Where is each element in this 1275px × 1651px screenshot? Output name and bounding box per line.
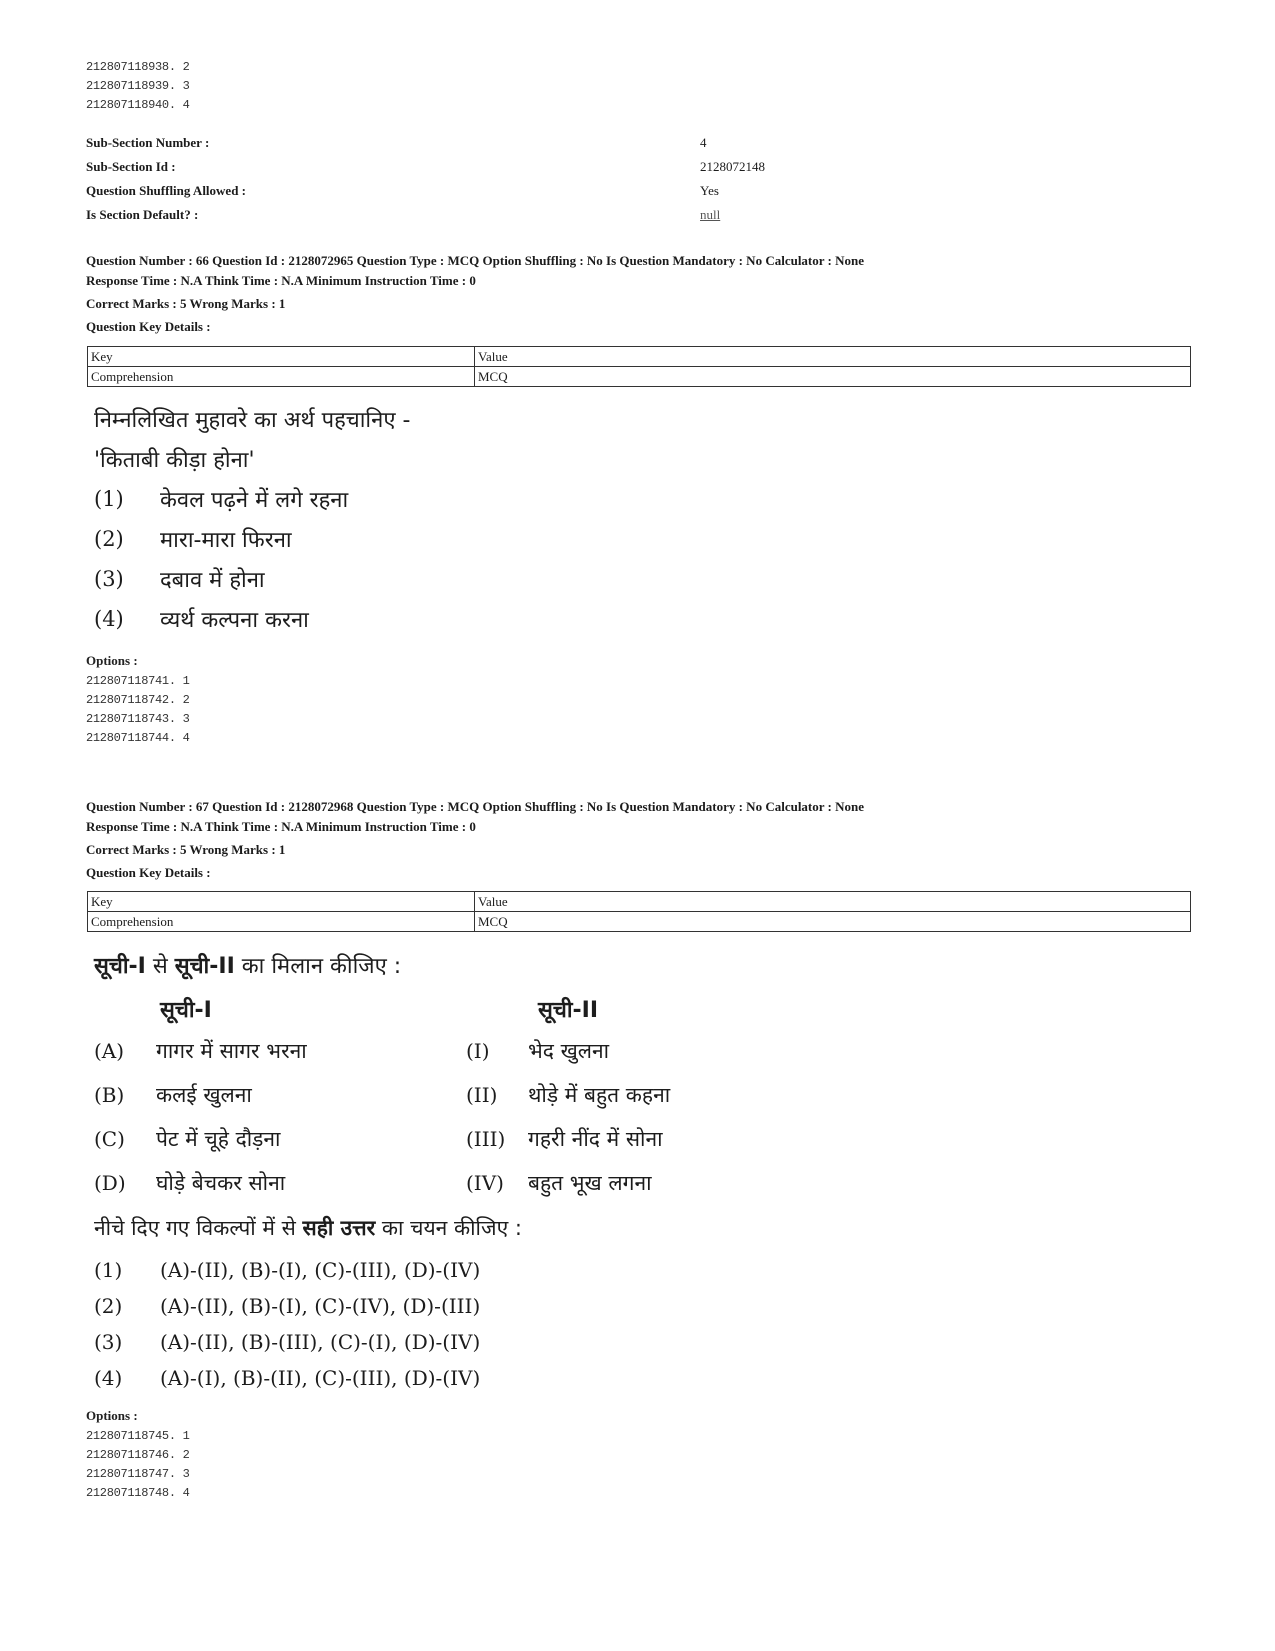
match-right-label: (II) [466,1083,498,1107]
section-default-value: null [700,207,721,222]
choice-number: (4) [94,607,124,631]
q67-answer-3 [94,1324,480,1360]
q67-options-label: Options : [86,1408,138,1423]
q67-key-table [87,891,1191,932]
answer-number: (3) [94,1330,123,1354]
answer-number: (2) [94,1294,123,1318]
match-right-text: बहुत भूख लगना [528,1171,652,1195]
answer-text: (A)-(II), (B)-(III), (C)-(I), (D)-(IV) [160,1330,481,1354]
q66-choice-1 [94,484,348,514]
subsection-id-row [86,155,1186,179]
match-left-label: (B) [94,1083,125,1107]
option-id: 212807118938. 2 [86,60,190,74]
subsection-number-row [86,131,1186,155]
q67-list2-header: सूची-II [538,998,599,1023]
q66-meta-line2: Response Time : N.A Think Time : N.A Minimum Instruction Time : 0 [86,273,476,288]
q67-answer-4 [94,1360,480,1396]
match-right-label: (I) [466,1039,490,1063]
choice-text: केवल पढ़ने में लगे रहना [160,488,349,513]
match-right-text: भेद खुलना [528,1039,610,1063]
q66-table-header-key: Key [88,347,475,367]
option-id: 212807118939. 3 [86,79,190,93]
q67-question-text [94,950,401,980]
q66-table-cell-value: MCQ [475,367,1191,387]
q67-table-header-key: Key [88,892,475,912]
choice-number: (2) [94,527,124,551]
q66-table-cell-key: Comprehension [88,367,475,387]
q66-meta [86,251,1196,337]
top-option-ids [86,58,190,115]
q66-key-details-label: Question Key Details : [86,319,211,334]
match-left-text: पेट में चूहे दौड़ना [156,1127,281,1151]
q67-match-row-b [94,1074,670,1116]
choice-number: (3) [94,567,124,591]
q66-option-ids [86,672,190,748]
match-right-text: थोड़े में बहुत कहना [528,1083,671,1107]
match-right-label: (III) [466,1127,506,1151]
q67-meta [86,797,1196,883]
answer-text: (A)-(II), (B)-(I), (C)-(IV), (D)-(III) [160,1294,481,1318]
option-id: 212807118747. 3 [86,1467,190,1481]
q67-instruction-end: का चयन कीजिए : [375,1216,522,1240]
q67-question-joiner: से [145,954,175,979]
choice-number: (1) [94,487,124,511]
subsection-number-label: Sub-Section Number : [86,135,210,150]
q67-instruction-start: नीचे दिए गए विकल्पों में से [94,1216,303,1240]
q67-table-cell-value: MCQ [475,912,1191,932]
match-left-text: कलई खुलना [156,1083,252,1107]
option-id: 212807118745. 1 [86,1429,190,1443]
shuffling-label: Question Shuffling Allowed : [86,183,247,198]
q66-marks: Correct Marks : 5 Wrong Marks : 1 [86,296,286,311]
option-id: 212807118748. 4 [86,1486,190,1500]
q67-question-list2: सूची-II [174,954,235,979]
q66-choice-4 [94,604,309,634]
q67-key-details-label: Question Key Details : [86,865,211,880]
match-right-label: (IV) [466,1171,504,1195]
q66-choice-3 [94,564,265,594]
shuffling-value: Yes [700,183,719,198]
q67-match-row-d [94,1162,652,1204]
q67-match-row-a [94,1030,609,1072]
q67-table-header-value: Value [475,892,1191,912]
q67-question-list1: सूची-I [94,954,146,979]
answer-text: (A)-(II), (B)-(I), (C)-(III), (D)-(IV) [160,1258,481,1282]
q66-meta-line1: Question Number : 66 Question Id : 2128072965 Question Type : MCQ Option Shuffling : No Is Question Mandatory : No Calculator : None [86,253,865,268]
answer-text: (A)-(I), (B)-(II), (C)-(III), (D)-(IV) [160,1366,481,1390]
shuffling-row [86,179,1186,203]
q66-idiom: 'किताबी कीड़ा होना' [94,448,255,473]
choice-text: मारा-मारा फिरना [160,528,292,553]
q67-instruction [94,1214,522,1242]
q67-meta-line1: Question Number : 67 Question Id : 2128072968 Question Type : MCQ Option Shuffling : No Is Question Mandatory : No Calculator : None [86,799,865,814]
section-default-label: Is Section Default? : [86,207,199,222]
q67-marks: Correct Marks : 5 Wrong Marks : 1 [86,842,286,857]
answer-number: (1) [94,1258,123,1282]
subsection-number-value: 4 [700,135,707,150]
q67-question-tail: का मिलान कीजिए : [234,954,402,979]
option-id: 212807118744. 4 [86,731,190,745]
subsection-id-label: Sub-Section Id : [86,159,176,174]
match-left-label: (D) [94,1171,126,1195]
section-default-row [86,203,1186,227]
q67-instruction-bold: सही उत्तर [302,1216,376,1240]
q67-answer-2 [94,1288,480,1324]
q67-answer-1 [94,1252,480,1288]
q67-option-ids [86,1427,190,1503]
subsection-id-value: 2128072148 [700,159,765,174]
choice-text: व्यर्थ कल्पना करना [160,608,309,633]
q66-options-label: Options : [86,653,138,668]
option-id: 212807118742. 2 [86,693,190,707]
subsection-info [86,131,1186,227]
q66-key-table [87,346,1191,387]
match-left-label: (A) [94,1039,125,1063]
match-left-text: गागर में सागर भरना [156,1039,307,1063]
q67-table-cell-key: Comprehension [88,912,475,932]
q66-table-header-value: Value [475,347,1191,367]
answer-number: (4) [94,1366,123,1390]
match-left-label: (C) [94,1127,125,1151]
option-id: 212807118741. 1 [86,674,190,688]
q66-question-text: निम्नलिखित मुहावरे का अर्थ पहचानिए - [94,408,411,433]
q67-list1-header: सूची-I [160,998,212,1023]
choice-text: दबाव में होना [160,568,265,593]
q67-meta-line2: Response Time : N.A Think Time : N.A Minimum Instruction Time : 0 [86,819,476,834]
option-id: 212807118940. 4 [86,98,190,112]
q67-match-row-c [94,1118,663,1160]
option-id: 212807118743. 3 [86,712,190,726]
q66-choice-2 [94,524,292,554]
match-left-text: घोड़े बेचकर सोना [156,1171,286,1195]
option-id: 212807118746. 2 [86,1448,190,1462]
match-right-text: गहरी नींद में सोना [528,1127,663,1151]
